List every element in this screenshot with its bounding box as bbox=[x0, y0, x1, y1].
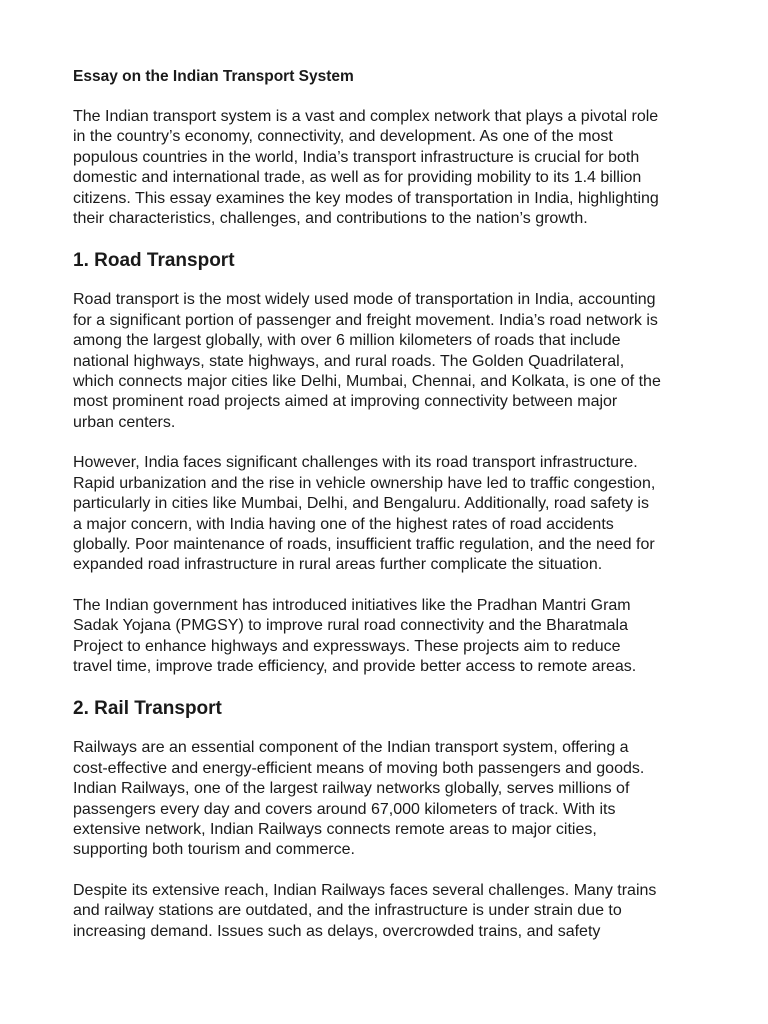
section-heading-rail-transport: 2. Rail Transport bbox=[73, 698, 222, 720]
rail-paragraph-2: Despite its extensive reach, Indian Railways faces several challenges. Many trains and railway stations are outdated, and the infrastructure is under strain due to increasing demand. Issues such as delays, overcrowded trains, and safety bbox=[73, 881, 657, 940]
road-paragraph-3: The Indian government has introduced initiatives like the Pradhan Mantri Gram Sadak Yojana (PMGSY) to improve rural road connectivity and the Bharatmala Project to enhance highways and expressways. These projects aim to reduce travel time, improve trade efficiency, and provide better access to remote areas. bbox=[73, 596, 637, 675]
intro-paragraph: The Indian transport system is a vast and complex network that plays a pivotal role in the country’s economy, connectivity, and development. As one of the most populous countries in the world, India’s transport infrastructure is crucial for both domestic and international trade, as well as for providing mobility to its 1.4 billion citizens. This essay examines the key modes of transportation in India, highlighting their characteristics, challenges, and contributions to the nation’s growth. bbox=[73, 108, 659, 228]
road-paragraph-1: Road transport is the most widely used mode of transportation in India, accounting for a significant portion of passenger and freight movement. India’s road network is among the largest globally, with over 6 million kilometers of roads that include national highways, state highways, and rural roads. The Golden Quadrilateral, which connects major cities like Delhi, Mumbai, Chennai, and Kolkata, is one of the most prominent road projects aimed at improving connectivity between major urban centers. bbox=[73, 291, 661, 431]
document-page bbox=[73, 66, 703, 962]
road-paragraph-2: However, India faces significant challenges with its road transport infrastructure. Rapid urbanization and the rise in vehicle ownership have led to traffic congestion, particularly in cities like Mumbai, Delhi, and Bengaluru. Additionally, road safety is a major concern, with India having one of the highest rates of road accidents globally. Poor maintenance of roads, insufficient traffic regulation, and the need for expanded road infrastructure in rural areas further complicate the situation. bbox=[73, 454, 656, 574]
document-title: Essay on the Indian Transport System bbox=[73, 68, 354, 85]
rail-paragraph-1: Railways are an essential component of the Indian transport system, offering a cost-effective and energy-efficient means of moving both passengers and goods. Indian Railways, one of the largest railway networks globally, serves millions of passengers every day and covers around 67,000 kilometers of track. With its extensive network, Indian Railways connects remote areas to major cities, supporting both tourism and commerce. bbox=[73, 739, 645, 859]
section-heading-road-transport: 1. Road Transport bbox=[73, 250, 235, 272]
